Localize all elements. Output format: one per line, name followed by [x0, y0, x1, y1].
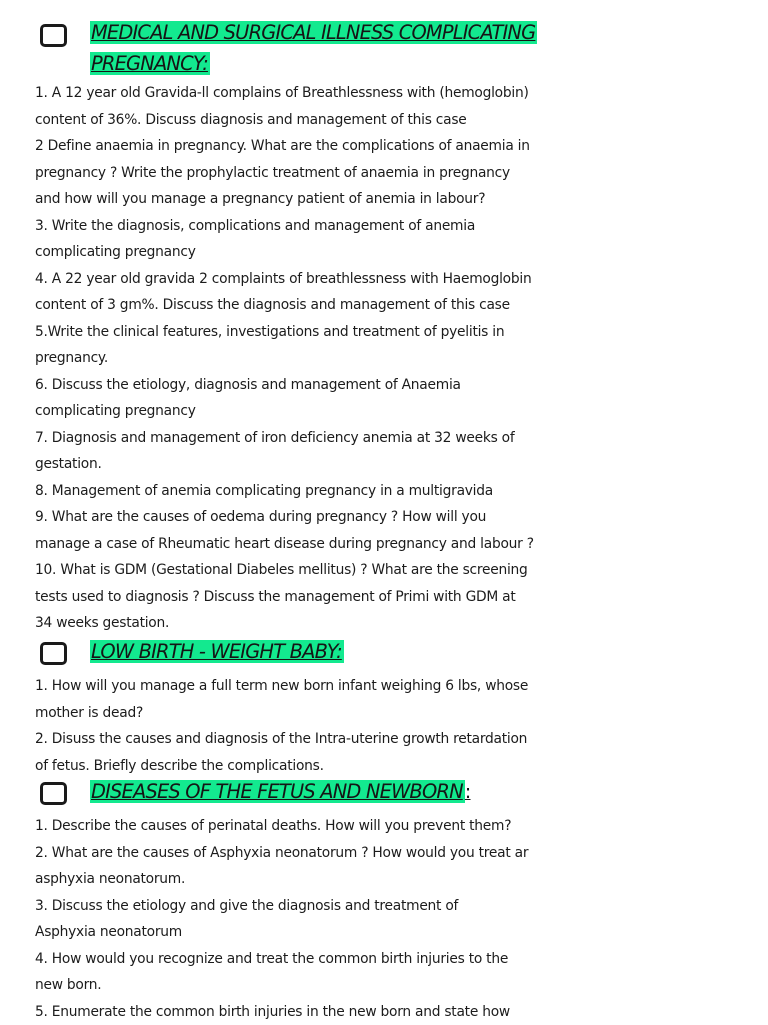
question-line: 5.Write the clinical features, investigations and treatment of pyelitis in	[35, 319, 765, 346]
question-line: manage a case of Rheumatic heart disease during pregnancy and labour ?	[35, 531, 765, 558]
checkbox-low-birth-weight[interactable]	[40, 642, 67, 665]
question-line: and how will you manage a pregnancy patient of anemia in labour?	[35, 186, 765, 213]
question-line: 8. Management of anemia complicating pregnancy in a multigravida	[35, 478, 765, 505]
question-line: asphyxia neonatorum.	[35, 866, 765, 893]
question-line: 10. What is GDM (Gestational Diabeles mellitus) ? What are the screening	[35, 557, 765, 584]
question-line: of fetus. Briefly describe the complications.	[35, 753, 765, 780]
question-line: 6. Discuss the etiology, diagnosis and management of Anaemia	[35, 372, 765, 399]
question-line: 2 Define anaemia in pregnancy. What are the complications of anaemia in	[35, 133, 765, 160]
question-line: content of 36%. Discuss diagnosis and management of this case	[35, 107, 765, 134]
question-line: 1. How will you manage a full term new born infant weighing 6 lbs, whose	[35, 673, 765, 700]
question-line: 7. Diagnosis and management of iron deficiency anemia at 32 weeks of	[35, 425, 765, 452]
question-line: complicating pregnancy	[35, 398, 765, 425]
question-line: 3. Write the diagnosis, complications and management of anemia	[35, 213, 765, 240]
question-line: 3. Discuss the etiology and give the diagnosis and treatment of	[35, 893, 765, 920]
question-line: Asphyxia neonatorum	[35, 919, 765, 946]
question-line: 1. A 12 year old Gravida-ll complains of Breathlessness with (hemoglobin)	[35, 80, 765, 107]
question-line: complicating pregnancy	[35, 239, 765, 266]
question-line: new born.	[35, 972, 765, 999]
heading-trailing-colon: :	[465, 780, 471, 803]
question-line: 2. Disuss the causes and diagnosis of the Intra-uterine growth retardation	[35, 726, 765, 753]
heading-text-line: MEDICAL AND SURGICAL ILLNESS COMPLICATING	[90, 20, 537, 47]
checkbox-medical-surgical[interactable]	[40, 24, 67, 47]
question-line: 34 weeks gestation.	[35, 610, 765, 637]
question-line: content of 3 gm%. Discuss the diagnosis and management of this case	[35, 292, 765, 319]
question-line: 4. A 22 year old gravida 2 complaints of breathlessness with Haemoglobin	[35, 266, 765, 293]
question-line: pregnancy ? Write the prophylactic treatment of anaemia in pregnancy	[35, 160, 765, 187]
question-line: 5. Enumerate the common birth injuries in the new born and state how	[35, 999, 765, 1025]
question-line: 9. What are the causes of oedema during pregnancy ? How will you	[35, 504, 765, 531]
heading-text-line: PREGNANCY:	[90, 51, 210, 78]
section-questions-low-birth-weight	[35, 673, 765, 779]
question-line: mother is dead?	[35, 700, 765, 727]
question-line: 1. Describe the causes of perinatal deaths. How will you prevent them?	[35, 813, 765, 840]
question-line: gestation.	[35, 451, 765, 478]
checkbox-fetus-newborn[interactable]	[40, 782, 67, 805]
section-questions-medical-surgical	[35, 80, 765, 637]
question-line: tests used to diagnosis ? Discuss the management of Primi with GDM at	[35, 584, 765, 611]
heading-text-line: LOW BIRTH - WEIGHT BABY:	[90, 639, 344, 666]
question-line: 4. How would you recognize and treat the common birth injuries to the	[35, 946, 765, 973]
question-line: 2. What are the causes of Asphyxia neonatorum ? How would you treat ar	[35, 840, 765, 867]
section-questions-fetus-newborn	[35, 813, 765, 1025]
question-line: pregnancy.	[35, 345, 765, 372]
heading-text-line: DISEASES OF THE FETUS AND NEWBORN :	[90, 779, 471, 806]
